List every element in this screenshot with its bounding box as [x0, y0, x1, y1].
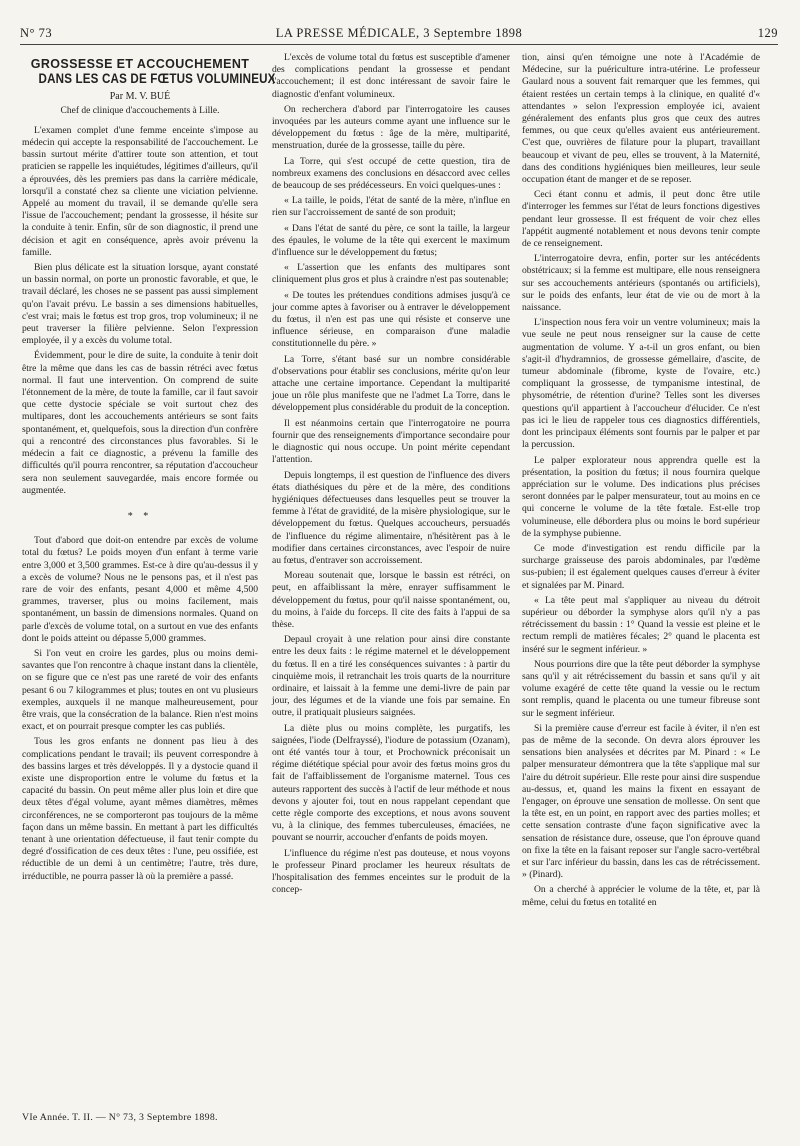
- page-number: 129: [757, 26, 778, 40]
- paragraph: Moreau soutenait que, lorsque le bassin est rétréci, on peut, en affaiblissant la mère, enrayer suffisamment le développement du fœtus, pour qu'il naisse spontanément, ou, du moins, à l'aide du forceps. Il cite des faits à l'appui de sa thèse.: [272, 570, 510, 630]
- paragraph: La diète plus ou moins complète, les purgatifs, les saignées, l'iode (Delfrayssé), l'iodure de potassium (Ozanam), ont été vantés tour à tour, et Prochownick préconisait un régime diététique spécial pour avoir des fœtus moins gros du fait de l'affaiblissement de l'organisme maternel. Tous ces auteurs rapportent des succès à l'actif de leur méthode et nous devons y ajouter foi, tout en nous rappelant cependant que cette règle comporte des exceptions, et nous avons souvent vu, à la clinique, des femmes tuberculeuses, émaciées, ne pouvant se nourrir, accoucher d'enfants de poids moyen.: [272, 722, 510, 844]
- author-role: Chef de clinique d'accouchements à Lille.: [60, 105, 220, 116]
- paragraph: Ceci étant connu et admis, il peut donc être utile d'interroger les femmes sur l'état de leurs fonctions digestives pendant leur grossesse. Il est fréquent de voir chez elles l'appétit augmenté notablement et nous devons tenir compte de ce renseignement.: [522, 189, 760, 250]
- page-header: [20, 22, 778, 45]
- paragraph: Depuis longtemps, il est question de l'influence des divers états diathésiques du père et de la mère, des conditions hygiéniques défectueuses dans lesquelles peut se trouver la femme à l'état de gravidité, de la misère physiologique, sur le développement du fœtus. Quelques accoucheurs, persuadés de l'influence du régime alimentaire, n'hésitèrent pas à le modifier dans certaines circonstances, avec l'espoir de nuire au fœtus, d'entraver son accroissement.: [272, 469, 510, 566]
- paragraph: L'excès de volume total du fœtus est susceptible d'amener des complications pendant la grossesse et pendant l'accouchement; il est donc intéressant de savoir faire le diagnostic d'enfant volumineux.: [272, 52, 510, 100]
- paragraph: Nous pourrions dire que la tête peut déborder la symphyse sans qu'il y ait rétrécissement du bassin et sans qu'il y ait volume exagéré de cette tête quand la vessie ou le rectum sont remplis, quand le placenta ou une tumeur fibreuse sont sur le segment inférieur.: [522, 658, 760, 719]
- paragraph: tion, ainsi qu'en témoigne une note à l'Académie de Médecine, sur la puériculture intra-utérine. Le professeur Gaulard nous a souvent fait remarquer que les femmes, qui étaient restées un certain temps à la clinique, en qualité d'« attendantes » selon l'expression employée ici, avaient généralement des enfants plus gros que ceux des autres femmes, ou que ceux qu'elles avaient eus antérieurement. C'est que, ouvrières de filature pour la plupart, travaillant beaucoup et vivant de peu, elles se trouvent, à la Maternité, dans des conditions hygiéniques bien meilleures, leur seule occupation étant de manger et de se reposer.: [522, 52, 760, 186]
- article-byline: Par M. V. BUÉ: [109, 91, 171, 103]
- paragraph: Le palper explorateur nous apprendra quelle est la présentation, la position du fœtus; il nous fournira quelque appréciation sur le volume. Des indications plus précises seront données par le palper mensurateur, tout au moins en ce qui concerne le volume de la tête fœtale. Est-elle trop volumineuse, elle débordera plus ou moins le bord supérieur de la symphyse pubienne.: [522, 454, 760, 539]
- paragraph: On recherchera d'abord par l'interrogatoire les causes invoquées par les auteurs comme ayant une influence sur le développement du fœtus : âge de la mère, multiparité, menstruation, durée de la grossesse, taille du père.: [272, 103, 510, 152]
- article-header: [22, 57, 276, 117]
- paragraph: L'inspection nous fera voir un ventre volumineux; mais la vue seule ne peut nous renseigner sur la cause de cette augmentation de volume. Y a-t-il un gros enfant, ou bien s'agit-il d'hydramnios, de grossesse gémellaire, d'ascite, de tumeur abdominale (fibrome, kyste de l'ovaire, etc.) compliquant la grossesse, de tympanisme intestinal, de physométrie, de rétention d'urine? Telles sont les diverses questions qu'il appartient à l'accoucheur d'élucider. Ce n'est pas ici le lieu de rappeler tous ces diagnostics différentiels, dont les principaux éléments sont fournis par le palper et par la percussion.: [522, 317, 760, 451]
- paragraph: Évidemment, pour le dire de suite, la conduite à tenir doit être la même que dans les cas de bassin rétréci avec fœtus normal. Il faut une intervention. On comprend de suite l'étonnement de la mère, de toute la famille, car il faut savoir que cette dystocie spéciale se voit surtout chez des multipares, dont les accouchements antérieurs se sont faits spontanément, et, quelquefois, sous la direction d'un confrère qui a rencontré des circonstances plus favorables. Si le médecin a fait ce diagnostic, a prévenu la famille des difficultés qu'il pourra rencontrer, sa réputation d'accoucheur sera non seulement sauvegardée, mais encore formée ou augmentée.: [22, 350, 258, 496]
- paragraph: « La tête peut mal s'appliquer au niveau du détroit supérieur ou déborder la symphyse alors qu'il n'y a pas rétrécissement du bassin : 1° Quand la vessie est pleine et le rectum rempli de matières fécales; 2° quand le placenta est inséré sur le segment inférieur. »: [522, 594, 760, 655]
- paragraph: « La taille, le poids, l'état de santé de la mère, n'influe en rien sur l'accroissement de santé de son produit;: [272, 195, 510, 219]
- paragraph: « De toutes les prétendues conditions admises jusqu'à ce jour comme aptes à favoriser ou à entraver le développement du fœtus, il n'en est pas une qui résiste et conserve une influence sérieuse, en comparaison d'une maladie constitutionnelle du père. »: [272, 289, 510, 350]
- paragraph: Depaul croyait à une relation pour ainsi dire constante entre les deux faits : le régime maternel et le développement du fœtus. Il en a tiré les conséquences suivantes : à partir du cinquième mois, il retranchait les trois quarts de la nourriture ordinaire, et laissait à la femme une demi-livre de pain par jour, des légumes et de la viande une fois par semaine. En outre, il pratiquait plusieurs saignées.: [272, 634, 510, 719]
- issue-number: N° 73: [20, 26, 53, 40]
- section-separator: * *: [127, 510, 153, 522]
- column-1: [22, 52, 276, 886]
- column-3: [522, 52, 760, 912]
- paragraph: L'interrogatoire devra, enfin, porter sur les antécédents obstétricaux; si la femme est multipare, elle nous renseignera sur ses accouchements antérieurs (spontanés ou artificiels), sur le poids des enfants, leur état de vie ou de mort à la naissance.: [522, 253, 760, 314]
- paragraph: Ce mode d'investigation est rendu difficile par la surcharge graisseuse des parois abdominales, par l'œdème sus-pubien; il est également quelques causes d'erreur à éviter et signalées par M. Pinard.: [522, 542, 760, 591]
- paragraph: L'influence du régime n'est pas douteuse, et nous voyons le professeur Pinard proclamer les heureux résultats de l'hospitalisation des femmes enceintes sur le produit de la concep-: [272, 847, 510, 896]
- paragraph: « L'assertion que les enfants des multipares sont cliniquement plus gros et plus à craindre n'est pas soutenable;: [272, 262, 510, 286]
- paragraph: Si la première cause d'erreur est facile à éviter, il n'en est pas de même de la seconde. On devra alors éprouver les sensations bien analysées et décrites par M. Pinard : « Le palper mensurateur démontrera que la tête s'applique mal sur l'aire du détroit supérieur. Elle reste pour ainsi dire suspendue au-dessus, et, quand les mains la fixent en essayant de l'engager, on éprouve une sensation de mollesse. On sent que la tête est, en un point, en rapport avec des parties molles; et cette sensation contraste d'une façon significative avec la sensation de résistance dure, osseuse, que l'on éprouve quand on fixe la tête en la faisant reposer sur l'angle sacro-vertébral et sur l'arc inférieur du bassin, dans les cas de rétrécissement. » (Pinard).: [522, 722, 760, 881]
- article-title-line1: GROSSESSE ET ACCOUCHEMENT: [30, 57, 250, 71]
- volume-footer: VIe Année. T. II. — N° 73, 3 Septembre 1898.: [22, 1112, 218, 1123]
- paragraph: Tous les gros enfants ne donnent pas lieu à des complications pendant le travail; ils peuvent correspondre à des bassins larges et très développés. Il y a dystocie quand il existe une disproportion entre le volume du fœtus et la capacité du bassin. On peut même aller plus loin et dire que deux têtes d'égal volume, ayant mêmes diamètres, mêmes circonférences, ne se comporteront pas toujours de la même façon dans un même bassin. En mettant à part les difficultés tenant à une orientation défectueuse, il faut tenir compte du degré d'ossification de ces deux têtes : l'une, peu ossifiée, est réductible de un demi à un centimètre; l'autre, très dure, irréductible, ne pourra passer là où la première a passé.: [22, 736, 258, 882]
- paragraph: Il est néanmoins certain que l'interrogatoire ne pourra fournir que des renseignements d'importance secondaire pour le diagnostic qui nous occupe. Un point mérite cependant l'attention.: [272, 417, 510, 466]
- paragraph: Bien plus délicate est la situation lorsque, ayant constaté un bassin normal, on porte un pronostic favorable, et que, le travail déclaré, les choses ne se passent pas aussi simplement qu'on l'avait prévu. Le bassin a ses dimensions habituelles, c'est vrai; mais le fœtus est trop gros, trop volumineux; il ne peut traverser la filière pelvienne. Selon l'expression employée, il y a excès du volume total.: [22, 262, 258, 347]
- paragraph: « Dans l'état de santé du père, ce sont la taille, la largeur des épaules, le volume de la tête qui exercent le maximum d'influence sur le développement du fœtus;: [272, 222, 510, 259]
- paragraph: L'examen complet d'une femme enceinte s'impose au médecin qui accepte la responsabilité de l'accouchement. Le bassin surtout mérite d'attirer toute son attention, et tout praticien se rappelle les inquiétudes, légitimes d'ailleurs, qu'il a éprouvées, dès les premiers pas dans la carrière médicale, lorsqu'il a constaté chez sa cliente une viciation pelvienne. Appelé au moment du travail, il se demande qu'elle sera l'issue de l'accouchement; pendant la grossesse, il hésite sur la conduite à tenir. Enfin, sûr de son diagnostic, il prend une décision et agit en conséquence, après avoir prévenu la famille.: [22, 124, 258, 258]
- column-2: [272, 52, 510, 899]
- paragraph: Si l'on veut en croire les gardes, plus ou moins demi-savantes que l'on rencontre à chaque instant dans la clientèle, on se figure que ce n'est pas une rareté de voir des enfants pesant 6 ou 7 kilogrammes et plus; toutes en ont vu plusieurs exemples, auxquels il ne manque malheureusement, pour être vrais, que la consécration de la balance. Rien n'est moins exact, et on pourrait presque compter les cas publiés.: [22, 647, 258, 733]
- paragraph: Tout d'abord que doit-on entendre par excès de volume total du fœtus? Le poids moyen d'un enfant à terme varie entre 3,000 et 3,500 grammes. Est-ce à dire qu'au-dessus il y a excès de volume? Nous ne le pensons pas, et il n'est pas rare de voir des enfants, pesant 4,000 et même 4,500 grammes, traverser, plus ou moins facilement, mais spontanément, un bassin de dimensions normales. Quand on parle d'excès de volume total, on a surtout en vue des enfants dont le poids atteint ou dépasse 5,000 grammes.: [22, 535, 258, 644]
- paragraph: La Torre, qui s'est occupé de cette question, tira de nombreux examens des conclusions en désaccord avec celles de beaucoup de ses prédécesseurs. En voici quelques-unes :: [272, 155, 510, 192]
- paragraph: On a cherché à apprécier le volume de la tête, et, par là même, celui du fœtus en totalité en: [522, 884, 760, 908]
- paragraph: La Torre, s'étant basé sur un nombre considérable d'observations pour établir ses conclusions, mérite qu'on leur attache une certaine importance. Cependant la multiparité joue un rôle plus manifeste que ne l'admet La Torre, dans le développement plus considérable du produit de la conception.: [272, 353, 510, 414]
- article-title-line2: DANS LES CAS DE FŒTUS VOLUMINEUX: [38, 71, 276, 87]
- journal-title: LA PRESSE MÉDICALE, 3 Septembre 1898: [275, 26, 523, 40]
